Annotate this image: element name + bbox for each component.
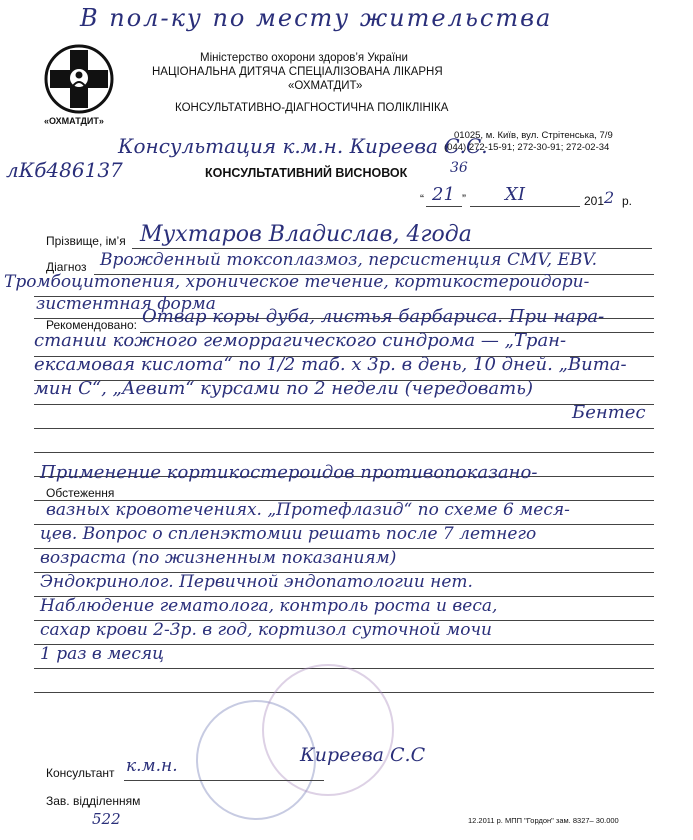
diagnosis-line: Врожденный токсоплазмоз, персистенция CMV, EBV. <box>100 250 598 270</box>
date-day: 21 <box>432 184 455 205</box>
exam-line-0 <box>34 452 654 453</box>
examination-line: возраста (по жизненным показаниям) <box>40 548 397 568</box>
examination-line: цев. Вопрос о спленэктомии решать после 7 летнего <box>40 524 537 544</box>
consultant-line <box>124 780 324 781</box>
recommended-line-4 <box>34 404 654 405</box>
date-year-unit: р. <box>622 194 633 208</box>
date-month: XI <box>505 184 525 205</box>
print-footer: 12.2011 р. МПП "Гордон" зам. 8327– 30.000 <box>468 816 619 825</box>
document-number: 36 <box>450 160 468 176</box>
date-year-suffix: 2 <box>604 188 615 207</box>
hospital-title: НАЦІОНАЛЬНА ДИТЯЧА СПЕЦІАЛІЗОВАНА ЛІКАРНЯ <box>152 66 443 78</box>
ministry-name: Міністерство охорони здоров’я України <box>200 52 408 64</box>
head-label: Зав. відділенням <box>46 794 141 808</box>
recommended-line-5 <box>34 428 654 429</box>
date-quote-open: “ <box>420 192 424 206</box>
polyclinic-title: КОНСУЛЬТАТИВНО-ДІАГНОСТИЧНА ПОЛІКЛІНІКА <box>175 102 449 114</box>
examination-label: Обстеження <box>46 486 115 500</box>
address: 01025, м. Київ, вул. Стрітенська, 7/9 <box>454 130 613 141</box>
examination-line: Применение кортикостероидов противопоказано- <box>40 462 538 483</box>
document-title: КОНСУЛЬТАТИВНИЙ ВИСНОВОК <box>205 166 408 180</box>
recommendation-line: ексамовая кислота“ по 1/2 таб. х 3р. в день, 10 дней. „Вита- <box>34 354 627 375</box>
consultant-title: к.м.н. <box>126 756 178 776</box>
examination-line: вазных кровотечениях. „Протефлазид“ по схеме 6 меся- <box>46 500 570 520</box>
date-day-line <box>426 206 462 207</box>
examination-line: Наблюдение гематолога, контроль роста и веса, <box>40 596 498 616</box>
hospital-logo <box>44 44 114 114</box>
diagnosis-label: Діагноз <box>46 260 87 274</box>
examination-line: Эндокринолог. Первичной эндопатологии нет. <box>40 572 473 592</box>
surname-label: Прізвище, ім’я <box>46 234 126 248</box>
diagnosis-line: зистентная форма <box>36 294 216 314</box>
surname-value: Мухтаров Владислав, 4года <box>140 222 472 247</box>
recommendation-signature: Бентес <box>572 402 646 423</box>
date-year-prefix: 201 <box>584 194 605 208</box>
top-note: В пол-ку по месту жительства <box>80 4 553 32</box>
date-quote-close: ” <box>462 192 466 206</box>
card-number: лКб486137 <box>6 158 123 182</box>
consultation-note: Консультация к.м.н. Киреева С.С. <box>118 134 488 158</box>
logo-cross-icon <box>44 44 114 114</box>
hospital-name: «ОХМАТДИТ» <box>288 80 363 92</box>
head-value: 522 <box>92 810 121 828</box>
surname-line <box>132 248 652 249</box>
logo-caption: «ОХМАТДИТ» <box>44 116 104 126</box>
date-month-line <box>470 206 580 207</box>
diagnosis-line: Тромбоцитопения, хроническое течение, кортикостероидори- <box>4 272 590 292</box>
recommended-label: Рекомендовано: <box>46 318 137 332</box>
examination-line: 1 раз в месяц <box>40 644 165 664</box>
recommendation-line: стании кожного геморрагического синдрома — „Тран- <box>34 330 567 351</box>
consultant-signature: Киреева С.С <box>300 744 426 766</box>
phones: (044) 272-15-91; 272-30-91; 272-02-34 <box>444 142 610 153</box>
recommendation-line: мин С“, „Аевит“ курсами по 2 недели (чередовать) <box>34 378 534 399</box>
round-stamp-right <box>262 664 394 796</box>
consultant-label: Консультант <box>46 766 115 780</box>
examination-line: сахар крови 2-3р. в год, кортизол суточной мочи <box>40 620 492 640</box>
recommendation-line: Отвар коры дуба, листья барбариса. При нара- <box>142 306 605 327</box>
